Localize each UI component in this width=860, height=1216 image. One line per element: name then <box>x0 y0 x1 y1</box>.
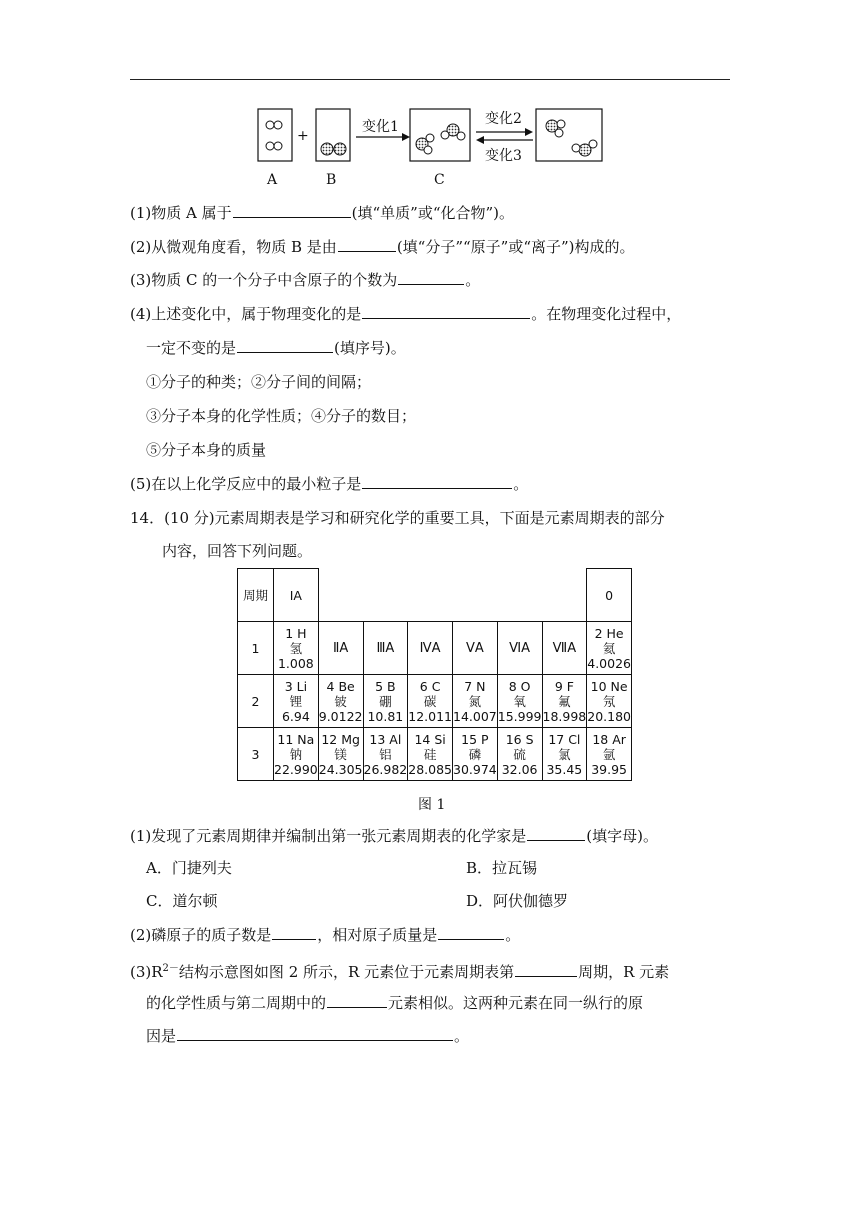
q13-part1: (1)物质 A 属于 (填“单质”或“化合物”)。 <box>130 204 515 222</box>
q14-sub3-cont2: 因是 。 <box>146 1027 470 1045</box>
option-b[interactable]: B．拉瓦锡 <box>466 859 538 877</box>
q13-options-2: ③分子本身的化学性质；④分子的数目； <box>146 407 417 425</box>
q14-sub3: $(3)R^{2-}$结构示意图如图 2 所示，R 元素位于元素周期表第 周期，R 元素 <box>130 963 670 981</box>
element-cell: 3 Li 锂 6.94 <box>274 675 319 728</box>
group-via: ⅥA <box>497 622 542 675</box>
answer-blank[interactable] <box>438 925 504 940</box>
q13-options-1: ①分子的种类；②分子间的间隔； <box>146 373 372 391</box>
element-cell: 2 He 氦 4.0026 <box>587 622 632 675</box>
period-1: 1 <box>238 622 274 675</box>
box-result <box>536 109 602 161</box>
element-cell: 1 H 氢 1.008 <box>274 622 319 675</box>
periodic-table <box>237 568 632 781</box>
q13-part2: (2)从微观角度看，物质 B 是由 (填“分子”“原子”或“离子”)构成的。 <box>130 238 635 256</box>
arrow3-label: 变化3 <box>485 148 522 164</box>
group-iiia: ⅢA <box>363 622 408 675</box>
period-2: 2 <box>238 675 274 728</box>
label-c: C <box>434 172 445 188</box>
atom-dotted <box>334 143 346 155</box>
answer-blank[interactable] <box>362 304 530 319</box>
element-cell: 16 S 硫 32.06 <box>497 728 542 781</box>
box-a <box>258 109 292 161</box>
element-cell: 11 Na 钠 22.990 <box>274 728 319 781</box>
group-iva: ⅣA <box>408 622 453 675</box>
element-cell: 10 Ne 氖 20.180 <box>587 675 632 728</box>
answer-blank[interactable] <box>398 270 464 285</box>
element-cell: 7 N 氮 14.007 <box>453 675 498 728</box>
answer-blank[interactable] <box>237 338 333 353</box>
answer-blank[interactable] <box>327 993 387 1008</box>
answer-blank[interactable] <box>177 1026 453 1041</box>
option-c[interactable]: C．道尔顿 <box>146 892 218 910</box>
header-gap <box>318 569 587 622</box>
reaction-diagram <box>250 104 610 188</box>
q14-sub1: (1)发现了元素周期律并编制出第一张元素周期表的化学家是 (填字母)。 <box>130 827 658 845</box>
element-cell: 6 C 碳 12.011 <box>408 675 453 728</box>
group-viia: ⅦA <box>542 622 587 675</box>
group-iia: ⅡA <box>318 622 363 675</box>
atom-white <box>266 142 274 150</box>
element-cell: 9 F 氟 18.998 <box>542 675 587 728</box>
q14-intro-2: 内容，回答下列问题。 <box>162 542 313 560</box>
header-0: 0 <box>587 569 632 622</box>
top-rule <box>130 79 730 80</box>
answer-blank[interactable] <box>272 925 316 940</box>
atom-white <box>266 121 274 129</box>
atom-white <box>274 121 282 129</box>
element-cell: 18 Ar 氩 39.95 <box>587 728 632 781</box>
q13-part4: (4)上述变化中，属于物理变化的是 。在物理变化过程中， <box>130 305 682 323</box>
q13-options-3: ⑤分子本身的质量 <box>146 441 267 459</box>
element-cell: 15 P 磷 30.974 <box>453 728 498 781</box>
group-va: ⅤA <box>453 622 498 675</box>
answer-blank[interactable] <box>338 237 396 252</box>
q13-part3: (3)物质 C 的一个分子中含原子的个数为 。 <box>130 271 481 289</box>
arrow2-label: 变化2 <box>485 111 522 127</box>
arrow1-label: 变化1 <box>362 119 399 135</box>
q14-intro-1: 14．(10 分)元素周期表是学习和研究化学的重要工具，下面是元素周期表的部分 <box>130 509 665 527</box>
element-cell: 17 Cl 氯 35.45 <box>542 728 587 781</box>
header-ia: ⅠA <box>274 569 319 622</box>
header-period: 周期 <box>238 569 274 622</box>
element-cell: 5 B 硼 10.81 <box>363 675 408 728</box>
q14-sub3-cont: 的化学性质与第二周期中的 元素相似。这两种元素在同一纵行的原 <box>146 994 644 1012</box>
q13-part5: (5)在以上化学反应中的最小粒子是 。 <box>130 475 529 493</box>
element-cell: 4 Be 铍 9.0122 <box>318 675 363 728</box>
answer-blank[interactable] <box>362 474 512 489</box>
option-d[interactable]: D．阿伏伽德罗 <box>466 892 569 910</box>
element-cell: 14 Si 硅 28.085 <box>408 728 453 781</box>
atom-dotted <box>321 143 333 155</box>
figure-caption: 图 1 <box>418 797 446 813</box>
label-a: A <box>267 172 278 188</box>
q13-part4-cont: 一定不变的是 (填序号)。 <box>146 339 406 357</box>
element-cell: 12 Mg 镁 24.305 <box>318 728 363 781</box>
option-a[interactable]: A．门捷列夫 <box>146 859 232 877</box>
period-3: 3 <box>238 728 274 781</box>
element-cell: 8 O 氧 15.999 <box>497 675 542 728</box>
answer-blank[interactable] <box>233 203 351 218</box>
plus-sign: + <box>297 128 309 144</box>
element-cell: 13 Al 铝 26.982 <box>363 728 408 781</box>
answer-blank[interactable] <box>515 962 577 977</box>
atom-white <box>274 142 282 150</box>
q14-sub2: (2)磷原子的质子数是 ，相对原子质量是 。 <box>130 926 521 944</box>
answer-blank[interactable] <box>527 826 585 841</box>
label-b: B <box>326 172 337 188</box>
